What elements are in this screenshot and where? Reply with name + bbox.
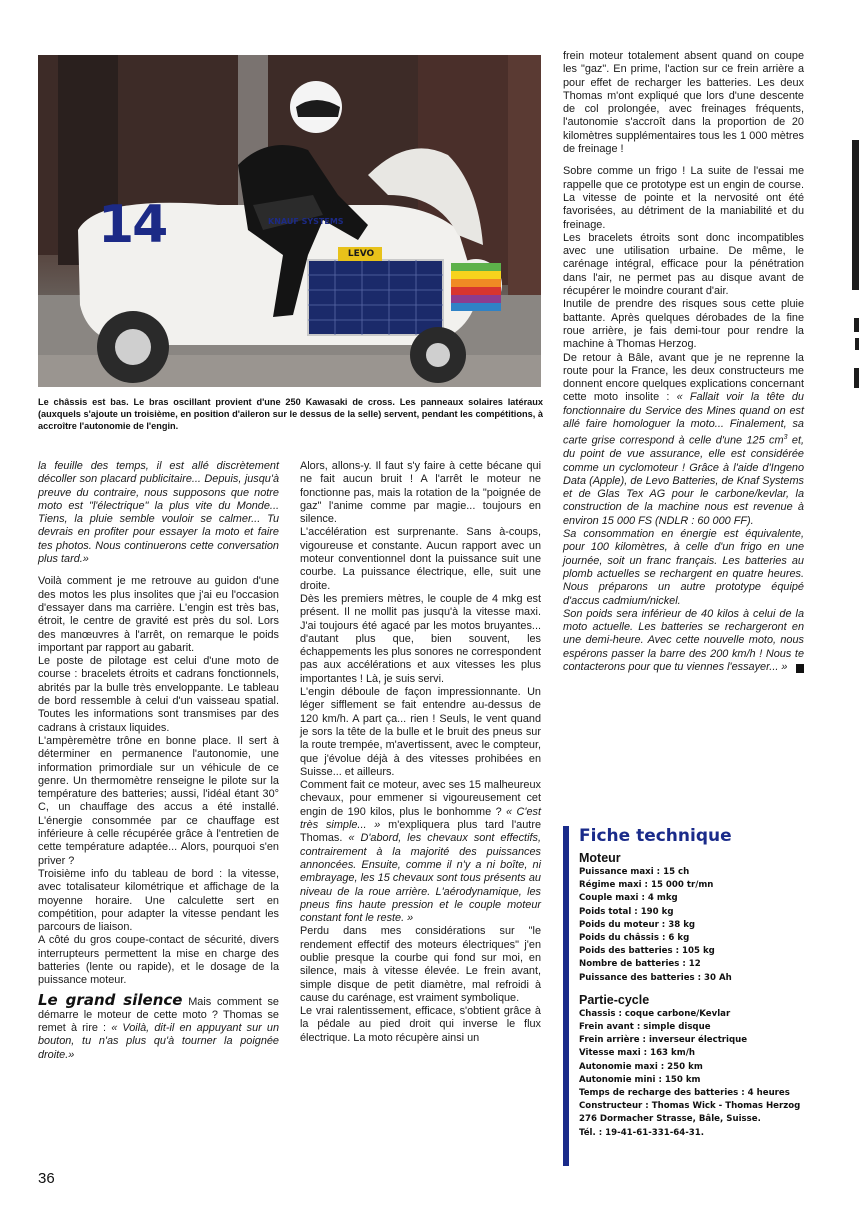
spec-line: Poids du moteur : 38 kg	[579, 919, 696, 930]
paragraph: Sa consommation en énergie est équivalente, pour 100 kilomètres, à celle d'un frigo en une journée, soit un franc français. Les batteries au plomb actuelles se rechargent en quatre heures. Nous préparons un autre prototype équipé d'accus cadmium/nickel.	[563, 528, 804, 607]
spec-line: Poids total : 190 kg	[579, 906, 674, 917]
scan-edge-mark	[854, 318, 859, 332]
text-span: Mais comment se démarre le moteur de cette moto ? Thomas se remet à rire :	[38, 995, 279, 1035]
spec-line: 276 Dormacher Strasse, Bâle, Suisse.	[579, 1114, 761, 1125]
text-span: m'expliquera plus tard l'autre Thomas.	[300, 819, 542, 845]
quote-span: « D'abord, les chevaux sont effectifs, contrairement à la majorité des puissances annoncées. Ensuite, comme il n'y a ni boîte, ni embrayage, les 15 chevaux sont tous présents au niveau de la roue arrière. L'aérodynamique, les pneus fins haute pression et le couple moteur constant font le reste. »	[300, 832, 541, 925]
paragraph	[563, 608, 804, 674]
spec-section-title: Partie-cycle	[579, 992, 650, 1007]
spec-line: Poids du châssis : 6 kg	[579, 933, 690, 944]
paragraph: Les bracelets étroits sont donc incompatibles avec une utilisation urbaine. De même, le carénage intégral, efficace pour la pénétration dans l'air, ne permet pas au disque avant de récupérer le moindre courant d'air.	[563, 231, 804, 298]
photo-caption: Le châssis est bas. Le bras oscillant provient d'une 250 Kawasaki de cross. Les panneaux solaires latéraux (auxquels s'ajoute un troisième, en position d'aileron sur le dessus de la selle) servent, pendant les compétitions, à accroître l'autonomie de l'engin.	[38, 397, 543, 431]
paragraph: la feuille des temps, il est allé discrètement décoller son placard publicitaire... Depuis, jusqu'à preuve du contraire, nous supposons que notre moto est "l'électrique" la plus vite du Monde... Tiens, la pluie semble vouloir se calmer... Tu devrais en profiter pour essayer la moto et faire tes photos. Nous continuerons cette conversation plus tard.»	[38, 460, 279, 566]
paragraph: Dès les premiers mètres, le couple de 4 mkg est présent. Il ne mollit pas jusqu'à la vitesse maxi. J'ai toujours été agacé par les motos bruyantes... d'autant plus que, bien souvent, les échappements les plus sonores ne correspondent pas aux accélérations et aux vitesses les plus importantes ! Là, je suis servi.	[300, 592, 541, 685]
text-span: De retour à Bâle, avant que je ne reprenne la route pour la France, les deux constructeurs me donnent encore quelques explications concernant cette moto insolite :	[563, 351, 804, 404]
spec-line: Nombre de batteries : 12	[579, 959, 701, 970]
spec-sheet	[563, 826, 803, 1166]
article-column-3	[563, 50, 804, 674]
spec-line: Temps de recharge des batteries : 4 heures	[579, 1088, 790, 1099]
section-subheading: Le grand silence	[38, 990, 183, 1009]
spec-line: Chassis : coque carbone/Kevlar	[579, 1008, 731, 1019]
article-column-1	[38, 460, 279, 1062]
spec-line: Puissance maxi : 15 ch	[579, 867, 690, 877]
spec-line: Constructeur : Thomas Wick - Thomas Herzog	[579, 1101, 801, 1112]
spec-line: Frein avant : simple disque	[579, 1022, 711, 1033]
superscript: 3	[783, 434, 788, 442]
paragraph: A côté du gros coupe-contact de sécurité, divers interrupteurs permettent la mise en charge des batteries (lente ou rapide), et le dosage de la puissance moteur.	[38, 934, 279, 987]
article-column-2	[300, 460, 541, 1045]
paragraph: Le poste de pilotage est celui d'une moto de course : bracelets étroits et cadrans fonctionnels, abrités par la bulle très enveloppante. Le tableau de bord ressemble à celui d'un vaisseau spatial. Toutes les informations sont transmises par des cadrans à cristaux liquides.	[38, 655, 279, 734]
paragraph: L'accélération est surprenante. Sans à-coups, vigoureuse et constante. Aucun rapport avec un moteur conventionnel dont la puissance suit une courbe. La puissance électrique, elle, suit une droite.	[300, 526, 541, 592]
spec-line: Autonomie maxi : 250 km	[579, 1061, 703, 1072]
end-of-article-mark	[796, 664, 804, 673]
paragraph: Voilà comment je me retrouve au guidon d'une des motos les plus insolites que j'ai eu l'occasion d'essayer dans ma carrière. L'engin est très bas, étroit, le centre de gravité est près du sol. Lors des manœuvres à l'arrêt, on remarque le poids important par rapport au gabarit.	[38, 575, 279, 654]
quote-span: « Fallait voir la tête du fonctionnaire du Service des Mines quand on est allé faire homologuer la moto... Finalement, sa carte grise correspond à celle d'une 125 cm	[563, 391, 804, 447]
quote-span: et, du point de vue assurance, elle est considérée comme un cyclomoteur ! Grâce à l'aide d'Ingeno Data (Apple), de Levo Batteries, de Knaf Systems et de Glas Tex AG pour le carbone/kevlar, la construction de la machine nous est revenue à environ 15 000 FS (NDLR : 60 000 FF).	[563, 434, 804, 527]
quote-span: « Voilà, dit-il en appuyant sur un bouton, tu n'as plus qu'à tourner la poignée droite.»	[38, 1022, 280, 1061]
spec-line: Régime maxi : 15 000 tr/mn	[579, 880, 714, 891]
paragraph: Inutile de prendre des risques sous cette pluie battante. Après quelques dérobades de la fine roue arrière, je fais demi-tour pour rendre la machine à Thomas Herzog.	[563, 298, 804, 351]
paragraph: Perdu dans mes considérations sur "le rendement effectif des moteurs électriques" j'en oublie presque la courbe qui fond sur moi, en silence, mais à vitesse élevée. Le frein avant, simple disque de petit diamètre, mal refroidi à cause du carénage, est vraiment symbolique.	[300, 925, 541, 1004]
paragraph: Troisième info du tableau de bord : la vitesse, avec totalisateur kilométrique et affichage de la moyenne horaire. Une calculette sert en compétition, pour adapter la vitesse pendant les parcours de liaison.	[38, 867, 279, 934]
scan-edge-mark	[852, 140, 859, 290]
paragraph: Le vrai ralentissement, efficace, s'obtient grâce à la pédale au pied droit qui inverse le flux électrique. La moto récupère ainsi un	[300, 1005, 541, 1044]
quote-span: Son poids sera inférieur de 40 kilos à celui de la moto actuelle. Les batteries se rechargeront en une demi-heure. Avec cette nouvelle moto, nous espérons passer la barre des 200 km/h ! Nous te contacterons pour que tu viennes l'essayer... »	[563, 607, 804, 673]
paragraph: L'engin déboule de façon impressionnante. Un léger sifflement se fait entendre au-dessus de 120 km/h. A part ça... rien ! Seuls, le vent quand je sors la tête de la bulle et le bruit des pneus sur la route trempée, m'avertissent, avec le compteur, que j'évolue déjà à des vitesses prohibées en Suisse... et ailleurs.	[300, 686, 541, 778]
scan-edge-mark	[854, 368, 859, 388]
spec-line: Poids des batteries : 105 kg	[579, 946, 715, 957]
page-number: 36	[38, 1170, 55, 1187]
side-brand-logo: KNAUF SYSTEMS	[268, 217, 344, 226]
quote-span: « C'est très simple... »	[300, 805, 541, 832]
levo-logo: LEVO	[347, 249, 375, 259]
spec-sheet-title: Fiche technique	[579, 826, 732, 846]
spec-line: Couple maxi : 4 mkg	[579, 893, 678, 904]
spec-line: Tél. : 19-41-61-331-64-31.	[579, 1127, 705, 1138]
spec-line: Autonomie mini : 150 km	[579, 1074, 701, 1085]
spec-line: Frein arrière : inverseur électrique	[579, 1035, 748, 1046]
paragraph: Alors, allons-y. Il faut s'y faire à cette bécane qui ne fait aucun bruit ! A l'arrêt le moteur ne fonctionne pas, mais la rotation de la "poignée de gaz" l'anime comme par magie... toujours en silence.	[300, 460, 541, 526]
paragraph: L'ampèremètre trône en bonne place. Il sert à déterminer en permanence l'autonomie, une information primordiale sur un véhicule de ce genre. Un thermomètre renseigne le pilote sur la température des batteries; aussi, l'idéal étant 30° C, un chauffage des accus a été installé. L'énergie consommée par ce chauffage est inférieure à celle récupérée grâce à l'entretien de cette température adaptée... Alors, pourquoi s'en priver ?	[38, 734, 279, 867]
race-number: 14	[98, 195, 167, 255]
motorcycle-photo	[38, 55, 541, 387]
spec-line: Vitesse maxi : 163 km/h	[579, 1048, 695, 1059]
paragraph: frein moteur totalement absent quand on coupe les "gaz". En prime, l'action sur ce frein arrière a pour effet de recharger les batteries. Les deux Thomas m'ont expliqué que lors d'une descente de col prolongée, avec freinages fréquents, l'autonomie s'accroît dans la proportion de 20 kilomètres supplémentaires tous les 1 000 mètres de freinage !	[563, 50, 804, 156]
paragraph	[38, 990, 280, 1062]
text-span: Comment fait ce moteur, avec ses 15 malheureux chevaux, pour emmener si vigoureusement cet engin de 190 kilos, plus le bonhomme ?	[300, 779, 541, 818]
spec-section-title: Moteur	[579, 851, 621, 865]
spec-line: Puissance des batteries : 30 Ah	[579, 972, 732, 983]
scan-edge-mark	[855, 338, 859, 350]
paragraph	[300, 779, 541, 925]
paragraph	[563, 352, 804, 528]
paragraph: Sobre comme un frigo ! La suite de l'essai me rappelle que ce prototype est un engin de course. La vitesse de pointe et la nervosité ont été favorisées, au détriment de la maniabilité et du freinage.	[563, 165, 804, 231]
